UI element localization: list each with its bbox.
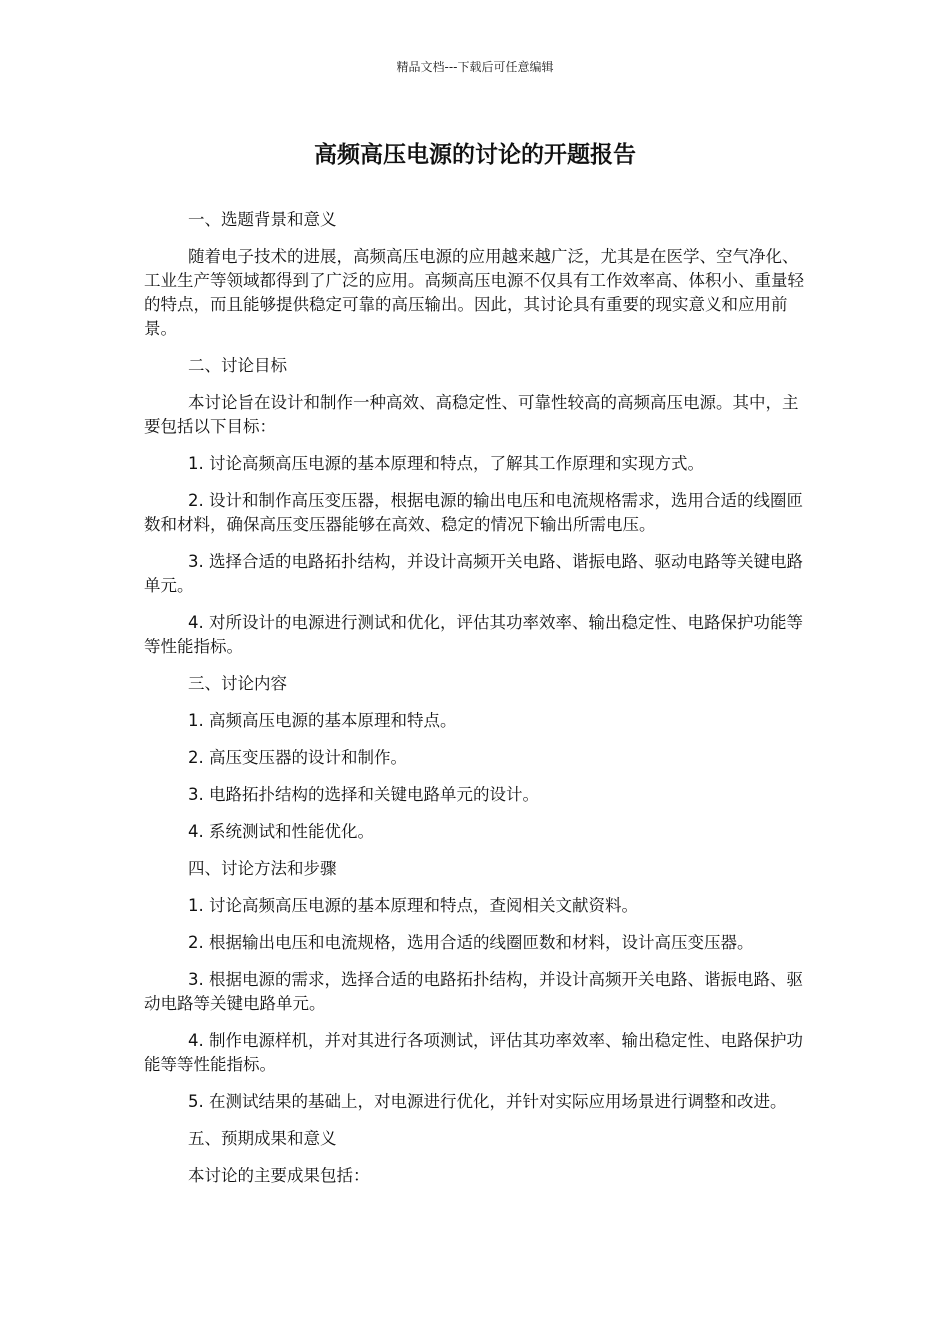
- document-body: [144, 208, 812, 1201]
- page-header: 精品文档---下载后可任意编辑: [396, 60, 554, 74]
- content-item-2: 2. 高压变压器的设计和制作。: [188, 748, 407, 767]
- method-item-2: 2. 根据输出电压和电流规格，选用合适的线圈匝数和材料，设计高压变压器。: [188, 933, 754, 952]
- section-heading-methods: 四、讨论方法和步骤: [188, 859, 337, 878]
- section-heading-goals: 二、讨论目标: [188, 356, 287, 375]
- content-item-3: 3. 电路拓扑结构的选择和关键电路单元的设计。: [188, 785, 539, 804]
- paragraph-goals-intro: 本讨论旨在设计和制作一种高效、高稳定性、可靠性较高的高频高压电源。其中，主要包括以下目标：: [144, 393, 799, 436]
- method-item-4: 4. 制作电源样机，并对其进行各项测试，评估其功率效率、输出稳定性、电路保护功能等等性能指标。: [144, 1031, 803, 1074]
- content-item-4: 4. 系统测试和性能优化。: [188, 822, 374, 841]
- goal-item-2: 2. 设计和制作高压变压器，根据电源的输出电压和电流规格需求，选用合适的线圈匝数和材料，确保高压变压器能够在高效、稳定的情况下输出所需电压。: [144, 491, 803, 534]
- document-title: 高频高压电源的讨论的开题报告: [314, 142, 636, 168]
- goal-item-4: 4. 对所设计的电源进行测试和优化，评估其功率效率、输出稳定性、电路保护功能等等性能指标。: [144, 613, 803, 656]
- section-heading-outcomes: 五、预期成果和意义: [188, 1129, 337, 1148]
- method-item-5: 5. 在测试结果的基础上，对电源进行优化，并针对实际应用场景进行调整和改进。: [188, 1092, 787, 1111]
- method-item-1: 1. 讨论高频高压电源的基本原理和特点，查阅相关文献资料。: [188, 896, 638, 915]
- goal-item-3: 3. 选择合适的电路拓扑结构，并设计高频开关电路、谐振电路、驱动电路等关键电路单元。: [144, 552, 803, 595]
- paragraph-outcomes-intro: 本讨论的主要成果包括：: [188, 1166, 370, 1185]
- section-heading-content: 三、讨论内容: [188, 674, 287, 693]
- content-item-1: 1. 高频高压电源的基本原理和特点。: [188, 711, 457, 730]
- section-heading-background: 一、选题背景和意义: [188, 210, 337, 229]
- paragraph-background: 随着电子技术的进展，高频高压电源的应用越来越广泛，尤其是在医学、空气净化、工业生产等领域都得到了广泛的应用。高频高压电源不仅具有工作效率高、体积小、重量轻的特点，而且能够提供稳定可靠的高压输出。因此，其讨论具有重要的现实意义和应用前景。: [144, 247, 804, 338]
- method-item-3: 3. 根据电源的需求，选择合适的电路拓扑结构，并设计高频开关电路、谐振电路、驱动电路等关键电路单元。: [144, 970, 803, 1013]
- goal-item-1: 1. 讨论高频高压电源的基本原理和特点，了解其工作原理和实现方式。: [188, 454, 704, 473]
